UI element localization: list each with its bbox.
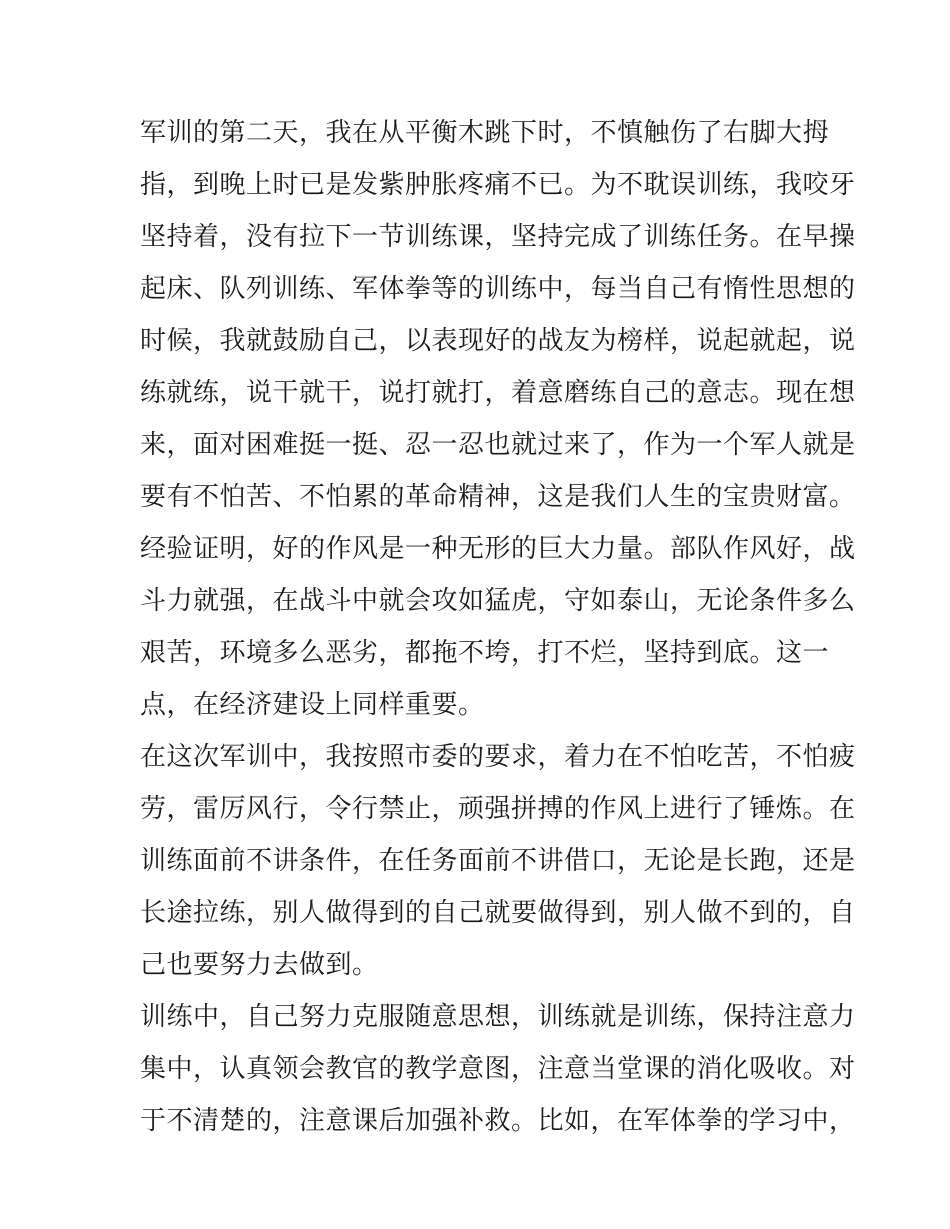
text-line: 要有不怕苦、不怕累的革命精神，这是我们人生的宝贵财富。 <box>140 482 856 512</box>
text-line: 指，到晚上时已是发紫肿胀疼痛不已。为不耽误训练，我咬牙 <box>140 170 856 200</box>
text-line: 艰苦，环境多么恶劣，都拖不垮，打不烂，坚持到底。这一 <box>140 638 830 668</box>
text-line: 训练面前不讲条件，在任务面前不讲借口，无论是长跑，还是 <box>140 846 856 876</box>
text-line: 点，在经济建设上同样重要。 <box>140 690 485 720</box>
text-line: 训练中，自己努力克服随意思想，训练就是训练，保持注意力 <box>140 1002 856 1032</box>
text-line: 来，面对困难挺一挺、忍一忍也就过来了，作为一个军人就是 <box>140 430 856 460</box>
text-line: 斗力就强，在战斗中就会攻如猛虎，守如泰山，无论条件多么 <box>140 586 856 616</box>
text-line: 坚持着，没有拉下一节训练课，坚持完成了训练任务。在早操 <box>140 222 856 252</box>
text-line: 经验证明，好的作风是一种无形的巨大力量。部队作风好，战 <box>140 534 856 564</box>
body-text <box>140 107 856 1147</box>
text-line: 长途拉练，别人做得到的自己就要做得到，别人做不到的，自 <box>140 898 856 928</box>
text-line: 时候，我就鼓励自己，以表现好的战友为榜样，说起就起，说 <box>140 326 856 356</box>
text-line: 在这次军训中，我按照市委的要求，着力在不怕吃苦，不怕疲 <box>140 742 856 772</box>
text-line: 己也要努力去做到。 <box>140 950 379 980</box>
text-line: 集中，认真领会教官的教学意图，注意当堂课的消化吸收。对 <box>140 1054 856 1084</box>
text-line: 起床、队列训练、军体拳等的训练中，每当自己有惰性思想的 <box>140 274 856 304</box>
text-line: 劳，雷厉风行，令行禁止，顽强拼搏的作风上进行了锤炼。在 <box>140 794 856 824</box>
text-line: 练就练，说干就干，说打就打，着意磨练自己的意志。现在想 <box>140 378 856 408</box>
text-line: 军训的第二天，我在从平衡木跳下时，不慎触伤了右脚大拇 <box>140 118 830 148</box>
text-line: 于不清楚的，注意课后加强补救。比如，在军体拳的学习中， <box>140 1106 856 1136</box>
